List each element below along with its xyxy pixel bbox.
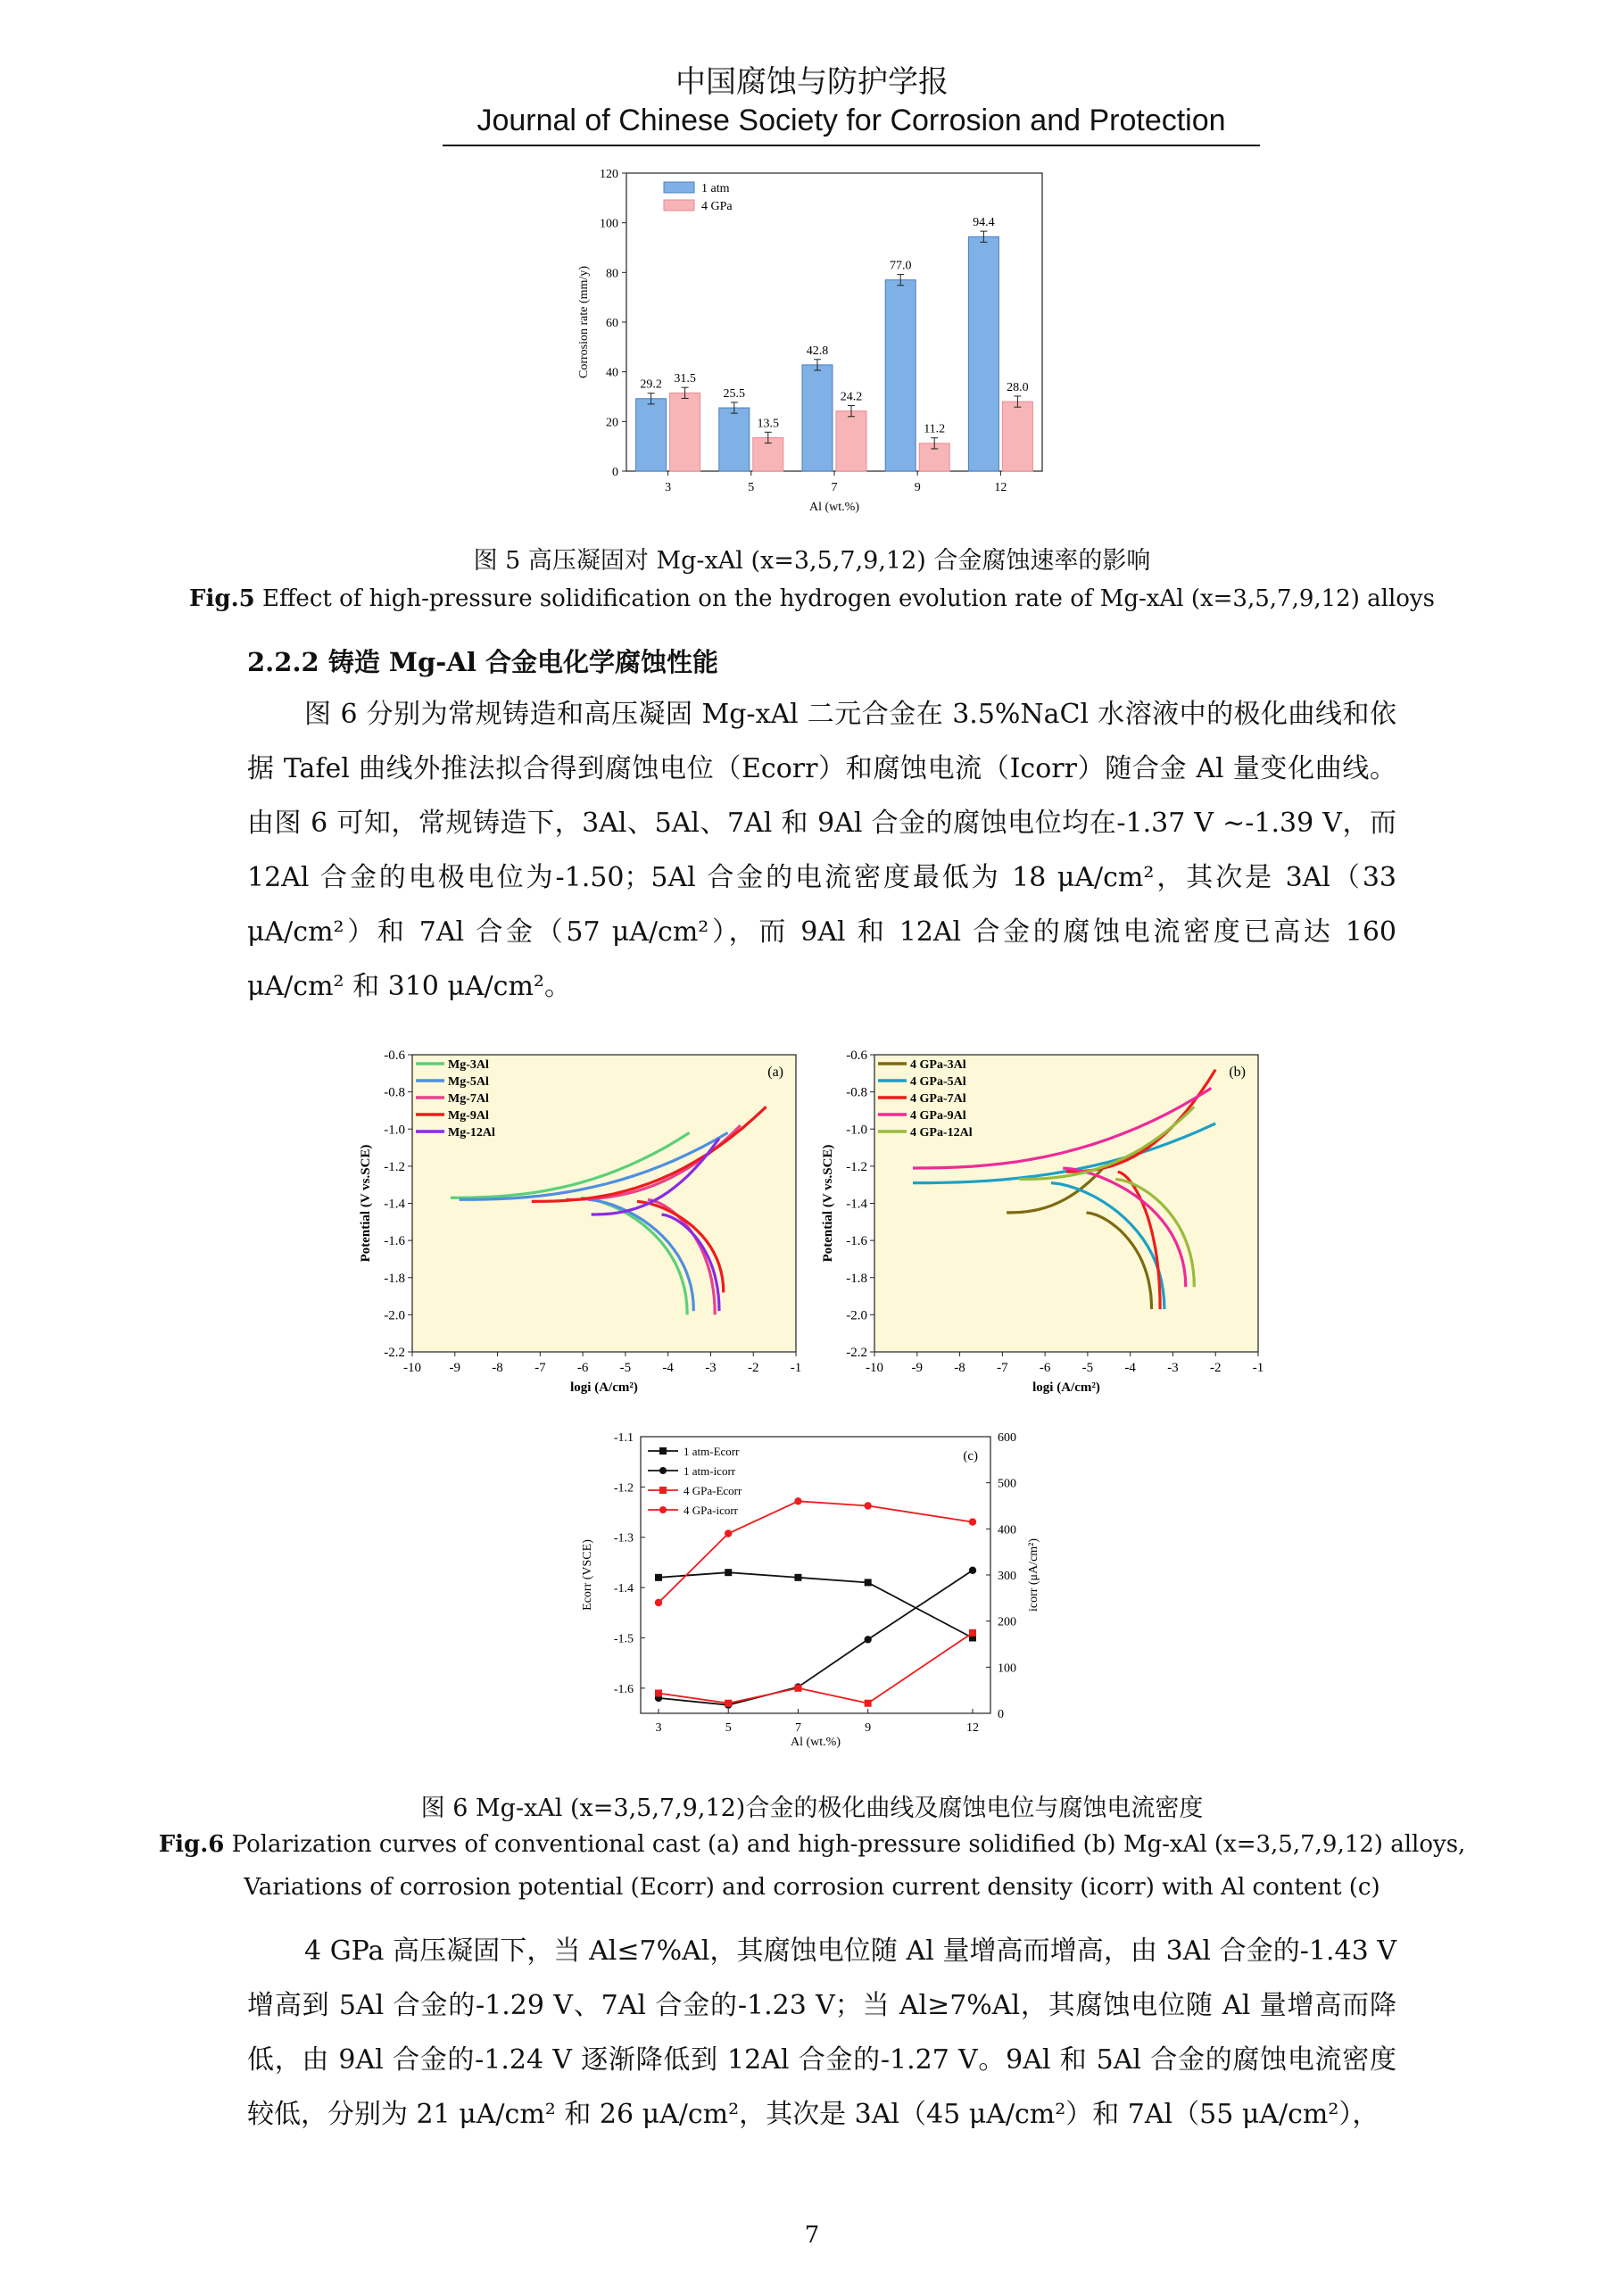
y-tick-label: -2.2 [846, 1346, 867, 1360]
data-label: 11.2 [924, 422, 946, 436]
y-tick-label: -2.0 [384, 1308, 405, 1323]
figure-5-caption-en-text: Effect of high-pressure solidification on the hydrogen evolution rate of Mg-xAl (x=3,5,7,9,12) alloys [254, 585, 1435, 612]
y-tick-label: -1.8 [846, 1271, 867, 1286]
figure-6b-polarization-chart [812, 1035, 1276, 1401]
x-tick-label: -5 [619, 1361, 632, 1375]
data-label: 31.5 [674, 372, 696, 386]
legend-label: 4 GPa-12Al [910, 1126, 973, 1140]
x-tick-label: -1 [790, 1361, 802, 1375]
y-tick-label: 20 [606, 416, 618, 430]
y-right-tick-label: 200 [998, 1615, 1016, 1629]
y-tick-label: -1.4 [384, 1197, 405, 1212]
x-tick-label: 3 [655, 1721, 662, 1735]
figure-6-label: Fig.6 [158, 1831, 225, 1858]
bar [802, 365, 833, 471]
y-axis-label: Corrosion rate (mm/y) [577, 266, 591, 378]
y-right-tick-label: 100 [998, 1662, 1016, 1676]
legend-label: 1 atm-Ecorr [684, 1445, 740, 1458]
data-point [725, 1569, 732, 1576]
x-tick-label: -7 [534, 1361, 546, 1375]
y-tick-label: 80 [606, 267, 618, 281]
data-point [969, 1567, 976, 1574]
legend-label: Mg-12Al [448, 1126, 495, 1140]
data-label: 25.5 [723, 386, 746, 401]
x-tick-label: -4 [1124, 1361, 1136, 1375]
legend-marker [659, 1506, 667, 1513]
legend-marker [659, 1487, 667, 1494]
x-tick-label: -2 [1209, 1361, 1222, 1375]
x-tick-label: -2 [747, 1361, 759, 1375]
data-point [864, 1636, 871, 1643]
x-tick-label: 3 [665, 481, 672, 494]
y-tick-label: -1.2 [846, 1159, 867, 1174]
x-tick-label: -10 [403, 1361, 421, 1375]
x-tick-label: -7 [997, 1361, 1008, 1375]
x-tick-label: -1 [1252, 1361, 1264, 1375]
figure-6a-polarization-chart [350, 1035, 814, 1401]
legend-label: 1 atm [701, 182, 730, 195]
header-rule [443, 145, 1260, 146]
x-tick-label: -3 [705, 1361, 717, 1375]
y-tick-label: -0.6 [384, 1049, 405, 1063]
x-tick-label: 7 [794, 1721, 801, 1735]
y-tick-label: -1.2 [384, 1159, 405, 1174]
y-left-tick-label: -1.5 [613, 1632, 634, 1646]
y-tick-label: 40 [606, 366, 618, 380]
x-tick-label: -8 [492, 1361, 503, 1375]
x-axis-label: Al (wt.%) [791, 1736, 841, 1749]
legend-label: Mg-9Al [448, 1109, 489, 1123]
legend-marker [659, 1467, 667, 1474]
y-left-tick-label: -1.1 [613, 1431, 634, 1445]
legend-label: 4 GPa-Ecorr [684, 1484, 742, 1497]
bar [968, 236, 998, 471]
data-point [865, 1579, 872, 1586]
y-tick-label: 0 [612, 466, 618, 479]
paragraph-2-text: 4 GPa 高压凝固下，当 Al≤7%Al，其腐蚀电位随 Al 量增高而增高，由 3Al 合金的-1.43 V 增高到 5Al 合金的-1.29 V、7Al 合金的-1.23 V；当 Al≥7%Al，其腐蚀电位随 Al 量增高而降低，由 9Al 合金的-1.24 V 逐渐降低到 12Al 合金的-1.27 V。9Al 和 5Al 合金的腐蚀电流密度较低，分别为 21 μA/cm² 和 26 μA/cm²，其次是 3Al（45 μA/cm²）和 7Al（55 μA/cm²）， [247, 1935, 1396, 2130]
x-tick-label: -5 [1081, 1361, 1094, 1375]
x-tick-label: -4 [662, 1361, 674, 1375]
data-label: 24.2 [840, 390, 863, 404]
legend-label: Mg-5Al [448, 1075, 489, 1089]
bar [719, 408, 750, 471]
x-tick-label: 12 [966, 1721, 979, 1735]
section-heading: 2.2.2 铸造 Mg-Al 合金电化学腐蚀性能 [247, 647, 718, 677]
data-label: 94.4 [973, 216, 995, 230]
figure-5-label: Fig.5 [189, 585, 255, 612]
x-tick-label: -6 [576, 1361, 589, 1375]
y-tick-label: -1.6 [384, 1234, 405, 1249]
data-label: 13.5 [757, 417, 780, 431]
data-point [794, 1574, 801, 1581]
figure-5-caption-cn: 图 5 高压凝固对 Mg-xAl (x=3,5,7,9,12) 合金腐蚀速率的影响 [473, 547, 1151, 575]
y-left-tick-label: -1.3 [613, 1531, 634, 1546]
paragraph-1 [247, 687, 1396, 1014]
y-right-tick-label: 0 [998, 1708, 1004, 1721]
y-tick-label: -1.8 [384, 1271, 405, 1286]
data-point [655, 1599, 662, 1606]
y-right-tick-label: 400 [998, 1523, 1016, 1538]
y-right-tick-label: 300 [998, 1570, 1016, 1583]
x-tick-label: -10 [866, 1361, 883, 1375]
y-left-tick-label: -1.4 [613, 1582, 634, 1596]
bar [1002, 402, 1032, 471]
y-tick-label: 60 [606, 317, 618, 330]
x-tick-label: -9 [449, 1361, 461, 1375]
legend-label: 4 GPa-icorr [684, 1504, 739, 1517]
data-label: 42.8 [806, 344, 829, 358]
x-axis-label: logi (A/cm²) [1032, 1380, 1100, 1395]
figure-6-caption-en-line2: Variations of corrosion potential (Ecorr) and corrosion current density (icorr) with Al content (c) [244, 1874, 1380, 1901]
x-tick-label: 5 [748, 481, 755, 494]
y-left-tick-label: -1.6 [613, 1682, 634, 1696]
legend-label: Mg-7Al [448, 1092, 489, 1106]
data-label: 29.2 [640, 377, 662, 392]
x-tick-label: -9 [911, 1361, 924, 1375]
data-point [794, 1497, 801, 1504]
journal-title-cn: 中国腐蚀与防护学报 [675, 64, 949, 100]
x-tick-label: 9 [865, 1721, 872, 1735]
x-tick-label: -8 [954, 1361, 965, 1375]
data-point [864, 1502, 871, 1509]
y-tick-label: -1.4 [846, 1197, 867, 1212]
y-tick-label: -2.2 [384, 1346, 405, 1360]
figure-5-caption-en [0, 585, 1624, 612]
data-point [725, 1529, 732, 1537]
data-point [725, 1700, 732, 1707]
legend-label: 1 atm-icorr [684, 1464, 736, 1478]
legend-label: 4 GPa-3Al [910, 1058, 966, 1072]
panel-label: (b) [1229, 1065, 1246, 1080]
y-tick-label: -0.8 [384, 1085, 405, 1100]
y-left-tick-label: -1.2 [613, 1481, 634, 1496]
data-label: 28.0 [1007, 380, 1029, 394]
data-point [794, 1685, 801, 1692]
y-tick-label: -1.0 [846, 1123, 867, 1138]
y-tick-label: -1.0 [384, 1123, 405, 1138]
legend-label: 4 GPa-7Al [910, 1092, 966, 1106]
paragraph-1-text: 图 6 分别为常规铸造和高压凝固 Mg-xAl 二元合金在 3.5%NaCl 水溶液中的极化曲线和依据 Tafel 曲线外推法拟合得到腐蚀电位（Ecorr）和腐蚀电流（Icorr）随合金 Al 量变化曲线。由图 6 可知，常规铸造下，3Al、5Al、7Al 和 9Al 合金的腐蚀电位均在-1.37 V ~-1.39 V，而 12Al 合金的电极电位为-1.50；5Al 合金的电流密度最低为 18 μA/cm²，其次是 3Al（33 μA/cm²）和 7Al 合金（57 μA/cm²），而 9Al 和 12Al 合金的腐蚀电流密度已高达 160 μA/cm² 和 310 μA/cm²。 [247, 699, 1396, 1002]
data-point [655, 1689, 662, 1696]
y-left-axis-label: Ecorr (VSCE) [581, 1539, 594, 1611]
panel-label: (c) [963, 1449, 978, 1463]
figure-6c-ecorr-icorr-chart [571, 1426, 1053, 1765]
legend-swatch [664, 182, 694, 193]
y-axis-label: Potential (V vs.SCE) [821, 1144, 835, 1263]
figure-6-caption-en-line1 [0, 1831, 1624, 1858]
x-tick-label: -6 [1039, 1361, 1051, 1375]
y-tick-label: -2.0 [846, 1308, 867, 1323]
y-tick-label: 100 [600, 217, 618, 231]
y-right-tick-label: 600 [998, 1431, 1016, 1445]
bar [670, 393, 700, 471]
data-label: 77.0 [889, 259, 912, 273]
x-tick-label: 5 [725, 1721, 732, 1735]
journal-title-en: Journal of Chinese Society for Corrosion and Protection [476, 104, 1226, 137]
legend-label: Mg-3Al [448, 1058, 489, 1072]
paragraph-2 [247, 1924, 1396, 2142]
bar [885, 280, 916, 471]
y-tick-label: -0.8 [846, 1085, 867, 1100]
x-tick-label: 12 [994, 481, 1007, 494]
y-tick-label: -1.6 [846, 1234, 867, 1249]
x-tick-label: -3 [1167, 1361, 1179, 1375]
figure-5-bar-chart [571, 168, 1053, 523]
x-axis-label: Al (wt.%) [809, 501, 859, 514]
y-right-axis-label: icorr (μA/cm²) [1027, 1538, 1040, 1612]
x-axis-label: logi (A/cm²) [570, 1380, 638, 1395]
legend-label: 4 GPa-5Al [910, 1075, 966, 1089]
data-point [655, 1574, 662, 1581]
legend-label: 4 GPa [701, 200, 733, 213]
figure-6-caption-cn: 图 6 Mg-xAl (x=3,5,7,9,12)合金的极化曲线及腐蚀电位与腐蚀电流密度 [420, 1795, 1204, 1822]
y-tick-label: -0.6 [846, 1049, 867, 1063]
bar [836, 411, 866, 471]
legend-marker [659, 1447, 667, 1455]
x-tick-label: 7 [831, 481, 838, 494]
y-right-tick-label: 500 [998, 1477, 1016, 1491]
data-point [969, 1629, 976, 1637]
data-point [969, 1518, 976, 1525]
y-tick-label: 120 [600, 168, 618, 181]
x-tick-label: 9 [914, 481, 921, 494]
legend-label: 4 GPa-9Al [910, 1109, 966, 1123]
legend-swatch [664, 200, 694, 211]
panel-label: (a) [767, 1065, 783, 1080]
page-number: 7 [804, 2222, 820, 2249]
y-axis-label: Potential (V vs.SCE) [359, 1144, 373, 1263]
data-point [865, 1700, 872, 1707]
figure-6-caption-en-line1-text: Polarization curves of conventional cast (a) and high-pressure solidified (b) Mg-xAl (x=3,5,7,9,12) alloys, [224, 1831, 1466, 1858]
bar [636, 399, 667, 471]
